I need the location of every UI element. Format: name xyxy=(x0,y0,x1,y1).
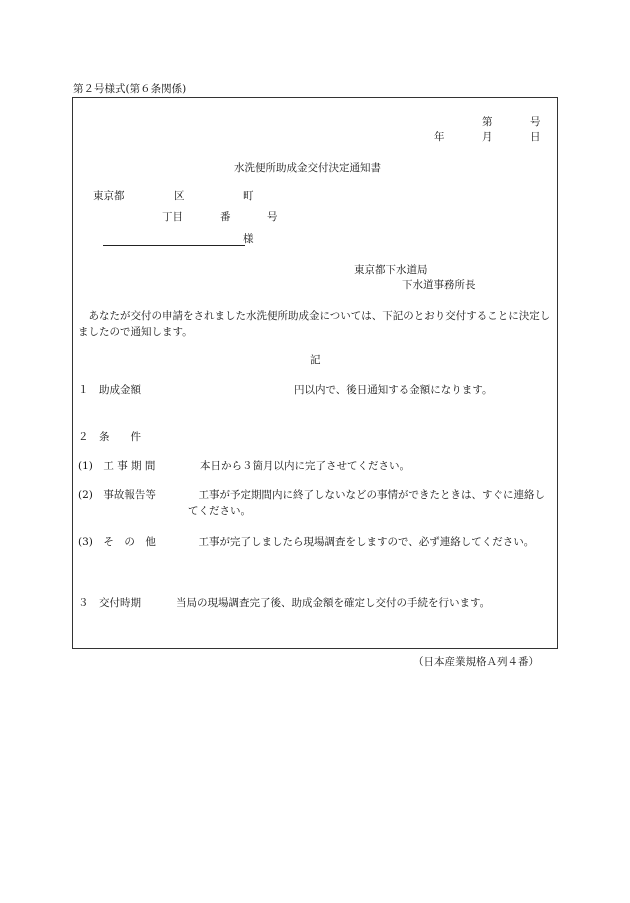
recipient-name-line xyxy=(103,245,245,246)
item1-label: １ 助成金額 xyxy=(78,384,141,396)
condition1-text: 本日から３箇月以内に完了させてください。 xyxy=(200,460,410,472)
address-tokyo: 東京都 xyxy=(93,190,125,202)
condition3-text: 工事が完了しましたら現場調査をしますので、必ず連絡してください。 xyxy=(198,536,535,548)
issuer-office-head: 下水道事務所長 xyxy=(402,279,476,291)
condition2-label: (2) 事故報告等 xyxy=(78,489,156,501)
condition2-text: 工事が予定期間内に終了しないなどの事情ができたときは、すぐに連絡してください。 xyxy=(188,489,545,517)
doc-number-go: 号 xyxy=(530,116,541,128)
form-number-label: 第２号様式(第６条関係) xyxy=(73,83,187,95)
document-title: 水洗便所助成金交付決定通知書 xyxy=(234,162,381,174)
ki-heading: 記 xyxy=(310,354,321,366)
address-ban: 番 xyxy=(220,211,231,223)
recipient-honorific: 様 xyxy=(243,233,254,245)
item2-label: ２ 条 件 xyxy=(78,431,141,443)
address-ku: 区 xyxy=(174,190,185,202)
condition3-label: (3) そ の 他 xyxy=(78,536,156,548)
notice-frame xyxy=(72,97,558,649)
address-go: 号 xyxy=(267,211,278,223)
date-year: 年 xyxy=(434,131,445,143)
address-machi: 町 xyxy=(243,190,254,202)
item1-text: 円以内で、後日通知する金額になります。 xyxy=(294,384,493,396)
paper-size-note: （日本産業規格Ａ列４番） xyxy=(413,656,539,668)
issuer-bureau: 東京都下水道局 xyxy=(354,264,428,276)
date-day: 日 xyxy=(530,131,541,143)
item3-text: 当局の現場調査完了後、助成金額を確定し交付の手続を行います。 xyxy=(176,597,491,609)
address-chome: 丁目 xyxy=(162,211,183,223)
date-month: 月 xyxy=(482,131,493,143)
condition1-label: (1) 工 事 期 間 xyxy=(78,460,156,472)
notice-body: あなたが交付の申請をされました水洗便所助成金については、下記のとおり交付することに決定しましたので通知します。 xyxy=(78,310,551,338)
doc-number-dai: 第 xyxy=(482,116,493,128)
item3-label: ３ 交付時期 xyxy=(78,597,141,609)
